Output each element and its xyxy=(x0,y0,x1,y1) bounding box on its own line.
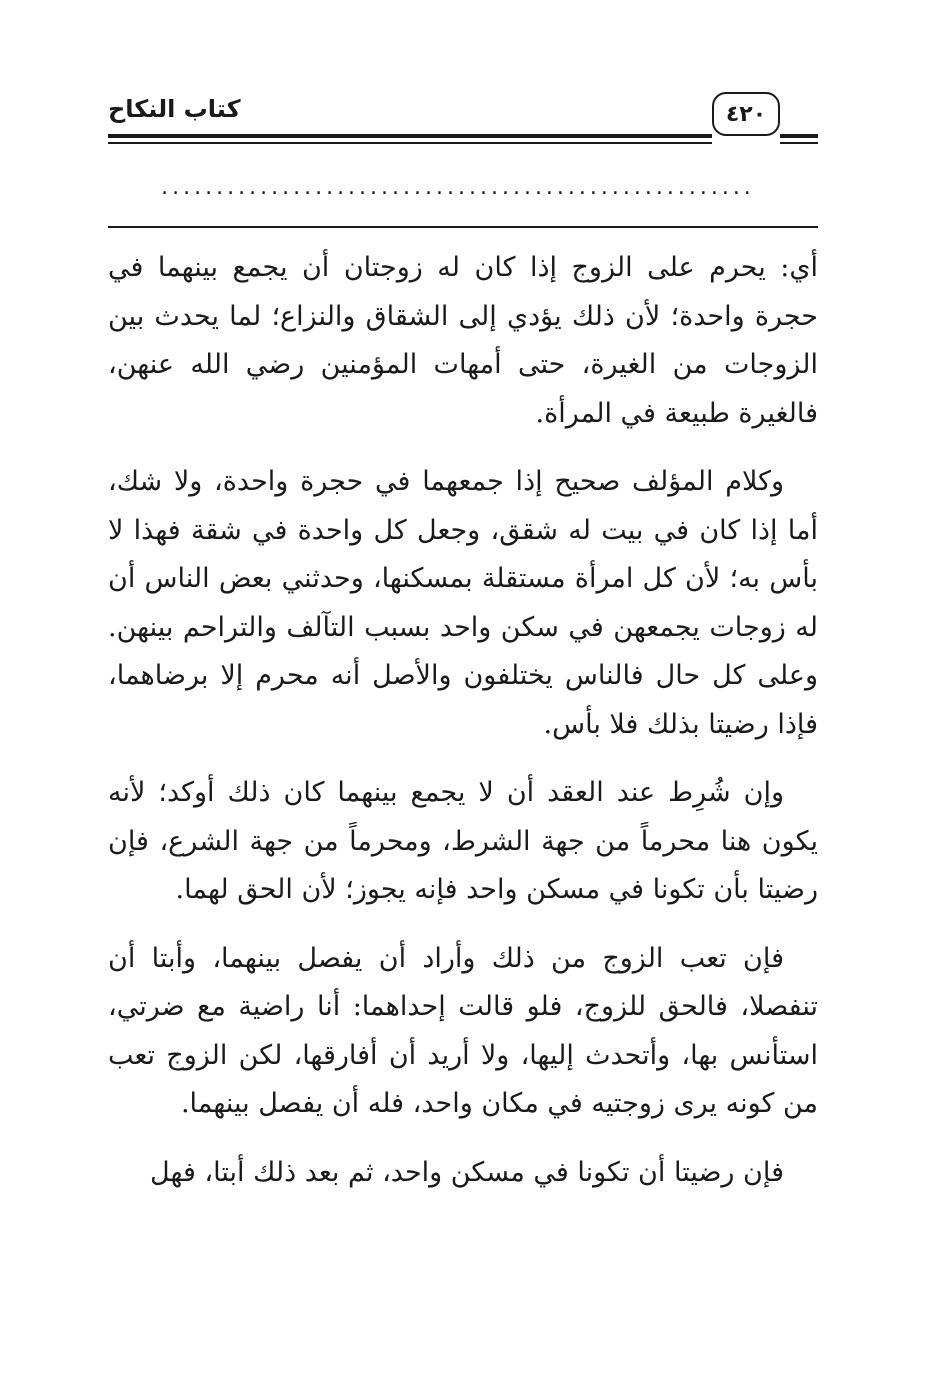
paragraph-5: فإن رضيتا أن تكونا في مسكن واحد، ثم بعد ذلك أبتا، فهل xyxy=(150,1156,784,1188)
header-rule-thick xyxy=(108,134,712,138)
paragraph-2: وكلام المؤلف صحيح إذا جمعهما في حجرة واحدة، ولا شك، أما إذا كان في بيت له شقق، وجعل كل واحدة في شقة فهذا لا بأس به؛ لأن كل امرأة مستقلة بمسكنها، وحدثني بعض الناس أن له زوجات يجمعهن في سكن واحد بسبب التآلف والتراحم بينهن. وعلى كل حال فالناس يختلفون والأصل أنه محرم إلا برضاهما، فإذا رضيتا بذلك فلا بأس. xyxy=(108,466,818,740)
book-title: كتاب النكاح xyxy=(108,95,241,123)
header-rule-thick-left xyxy=(780,134,818,138)
page-header xyxy=(108,92,818,148)
separator-line xyxy=(108,226,818,228)
header-rule-thin xyxy=(108,142,712,144)
paragraph-3: وإن شُرِط عند العقد أن لا يجمع بينهما كان ذلك أوكد؛ لأنه يكون هنا محرماً من جهة الشرط، ومحرماً من جهة الشرع، فإن رضيتا بأن تكونا في مسكن واحد فإنه يجوز؛ لأن الحق لهما. xyxy=(108,777,818,905)
paragraph-4: فإن تعب الزوج من ذلك وأراد أن يفصل بينهما، وأبتا أن تنفصلا، فالحق للزوج، فلو قالت إحداهما: أنا راضية مع ضرتي، استأنس بها، وأتحدث إليها، ولا أريد أن أفارقها، لكن الزوج تعب من كونه يرى زوجتيه في مكان واحد، فله أن يفصل بينهما. xyxy=(108,942,818,1119)
footnote-dots: ...................................................... xyxy=(161,176,755,200)
body-text xyxy=(108,244,818,1217)
paragraph-1: أي: يحرم على الزوج إذا كان له زوجتان أن يجمع بينهما في حجرة واحدة؛ لأن ذلك يؤدي إلى الشقاق والنزاع؛ لما يحدث بين الزوجات من الغيرة، حتى أمهات المؤمنين رضي الله عنهن، فالغيرة طبيعة في المرأة. xyxy=(108,252,818,429)
page-number: ٤٢٠ xyxy=(712,92,780,136)
header-rule-thin-left xyxy=(780,142,818,144)
